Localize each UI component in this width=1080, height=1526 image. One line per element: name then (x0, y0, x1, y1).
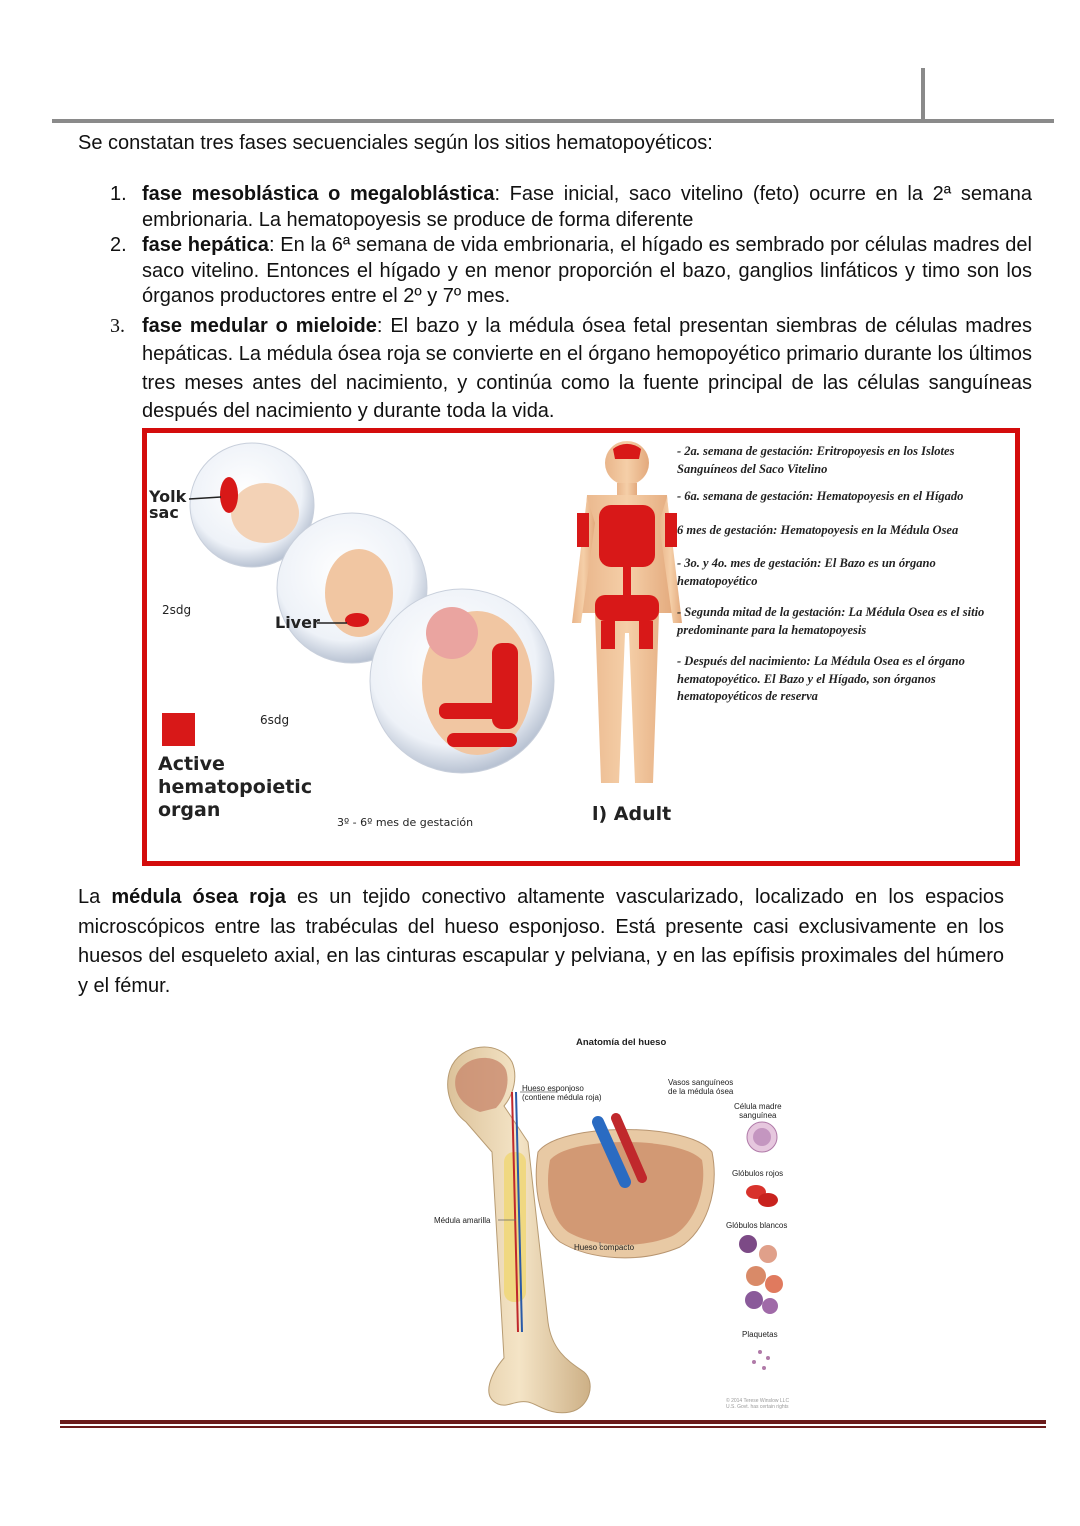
phase-title: fase hepática (142, 234, 269, 256)
gestation-note-text: El Bazo es un órgano hematopoyético (677, 556, 936, 588)
label-6sdg: 6sdg (260, 713, 290, 727)
yolk-sac-label: Yolk sac (149, 487, 187, 522)
gestation-note-text: Hematopoyesis en el Hígado (816, 489, 964, 503)
gestation-note-label: - Después del nacimiento: (677, 654, 811, 668)
gestation-note (677, 488, 1017, 506)
gestation-note-text: La Médula Osea es el órgano hematopoyético. El Bazo y el Hígado, son órganos hematopoyéticos de reserva (677, 654, 965, 703)
bone-marrow-paragraph (78, 883, 1004, 1001)
vessels-label: Vasos sanguíneos de la médula ósea (668, 1078, 734, 1096)
phase-item (100, 182, 1032, 233)
yellow-marrow-label: Médula amarilla (434, 1216, 491, 1225)
para-text: es un tejido conectivo altamente vascularizado, localizado en los espacios microscópicos entre las trabéculas del hueso esponjoso. Está presente casi exclusivamente en los huesos del esqueleto axial, en las cinturas escapular y pelviana, y en las epífisis proximales del húmero y el fémur. (78, 886, 1004, 997)
months-label: 3º - 6º mes de gestación (337, 816, 474, 829)
liver-red (345, 613, 369, 627)
platelet (758, 1350, 762, 1354)
adult-pelvis-red (595, 595, 659, 621)
gestation-note (677, 604, 1017, 639)
adult-ribs-red (599, 505, 655, 567)
copyright: © 2014 Terese Winslow LLC U.S. Govt. has certain rights (726, 1398, 790, 1410)
gestation-note-label: - 6a. semana de gestación: (677, 489, 814, 503)
phase-text: : Fase inicial, saco vitelino (feto) ocurre en la 2ª semana embrionaria. La hematopoyesis se produce de forma diferente (142, 183, 1032, 231)
compact-bone-label: Hueso compacto (574, 1243, 635, 1252)
adult-figure (572, 441, 682, 783)
label-2sdg: 2sdg (162, 603, 192, 617)
gestation-note (677, 555, 1017, 590)
platelets-label: Plaquetas (742, 1330, 778, 1339)
gestation-note (677, 653, 1017, 706)
gestation-note-label: - 2a. semana de gestación: (677, 444, 814, 458)
gestation-note-text: Hematopoyesis en la Médula Osea (780, 522, 959, 537)
gestation-note-label: - 3o. y 4o. mes de gestación: (677, 556, 822, 570)
white-cells-label: Glóbulos blancos (726, 1221, 788, 1230)
phase-item (100, 312, 1032, 426)
phase-number: 1. (110, 183, 127, 205)
embryo-2w (231, 483, 299, 543)
gestation-note-label: 6 mes de gestación: (677, 522, 778, 537)
liver-label: Liver (275, 613, 320, 632)
gestation-note-label: - Segunda mitad de la gestación: (677, 605, 846, 619)
phase-item (100, 233, 1032, 310)
phase-title: fase mesoblástica o megaloblástica (142, 183, 495, 205)
hematopoiesis-figure (142, 428, 1020, 866)
bone-anatomy-figure (420, 1032, 810, 1418)
stem-cell-label: Célula madre sanguínea (734, 1102, 782, 1120)
phases-list (100, 182, 1032, 426)
bone-title: Anatomía del hueso (576, 1037, 667, 1048)
para-bold-term: médula ósea roja (111, 886, 286, 908)
intro-text: Se constatan tres fases secuenciales según los sitios hematopoyéticos: (78, 132, 713, 154)
gestation-notes (677, 443, 1017, 706)
gestation-note (677, 443, 1017, 478)
header-rule (52, 119, 1054, 123)
gestation-note-text: Eritropoyesis en los Islotes Sanguíneos del Saco Vitelino (677, 444, 955, 476)
para-text: La (78, 886, 112, 908)
yolk-sac-red (220, 477, 238, 513)
legend-swatch (162, 713, 195, 746)
gestation-note-text: La Médula Osea es el sitio predominante para la hematopoyesis (677, 605, 985, 637)
red-cells-label: Glóbulos rojos (732, 1169, 784, 1178)
phase-title: fase medular o mieloide (142, 314, 377, 337)
phase-number: 3. (110, 314, 125, 337)
spongy-bone-label: Hueso esponjoso (contiene médula roja) (522, 1084, 602, 1102)
adult-label: l) Adult (592, 803, 672, 825)
header-tick (921, 68, 925, 121)
phase-text: : El bazo y la médula ósea fetal presentan siembras de células madres hepáticas. La médula ósea roja se convierte en el órgano hemopoyético primario durante los últimos tres meses antes del nacimiento, y continúa como la fuente principal de las células sanguíneas después del nacimiento y durante toda la vida. (142, 314, 1032, 422)
gestation-note (677, 522, 1017, 540)
footer-rule (60, 1420, 1046, 1424)
phase-text: : En la 6ª semana de vida embrionaria, el hígado es sembrado por células madres del saco vitelino. Entonces el hígado y en menor proporción el bazo, ganglios linfáticos y timo son los órganos productores entre el 2º y 7º mes. (142, 234, 1032, 307)
fetus-head (426, 607, 478, 659)
white-cell (739, 1235, 757, 1253)
legend-text: Active hematopoietic organ (158, 753, 313, 821)
footer-rule-thin (60, 1426, 1046, 1428)
phase-number: 2. (110, 234, 127, 256)
